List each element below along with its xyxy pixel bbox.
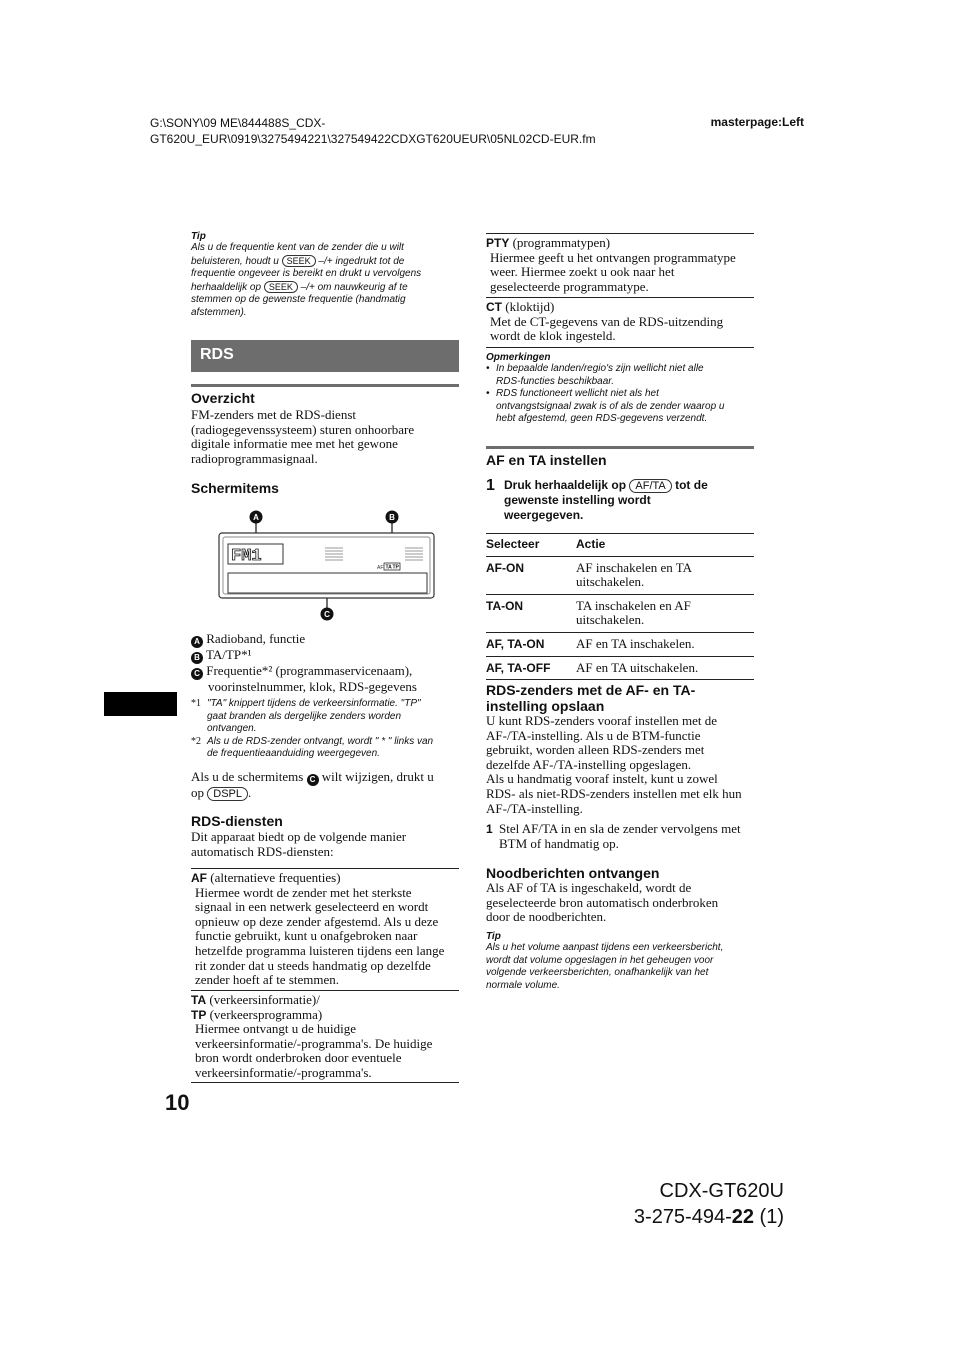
- text-line: gaat branden als dergelijke zenders worden: [207, 710, 402, 722]
- table-row: [486, 556, 754, 594]
- remark-item: [486, 363, 756, 388]
- page-number: 10: [165, 1090, 190, 1115]
- change-display-text: [191, 770, 459, 801]
- text-line: weer. Hiermee zoekt u ook naar het: [490, 264, 675, 280]
- tip-fragment: herhaaldelijk op: [191, 281, 262, 293]
- schermitems-heading: Schermitems: [191, 480, 279, 496]
- tip-fragment: beluisteren, houdt u: [191, 255, 279, 267]
- text-line: Als u handmatig vooraf instelt, kunt u zowel: [486, 771, 718, 787]
- footnote-text: [207, 736, 433, 761]
- table-cell-action: TA inschakelen en AF uitschakelen.: [576, 594, 754, 632]
- text-line: AF-/TA-instelling.: [486, 800, 583, 816]
- table-row: [486, 632, 754, 656]
- tip-text: [486, 942, 756, 992]
- model-name: CDX-GT620U: [659, 1180, 784, 1202]
- tip-line: [191, 281, 459, 295]
- legend-item-b: [191, 648, 459, 664]
- def-term: TA: [191, 993, 207, 1007]
- text-line: weergegeven.: [504, 507, 584, 522]
- text-line: RDS-functies beschikbaar.: [496, 375, 615, 387]
- text-line: [191, 770, 459, 786]
- text-line: Dit apparaat biedt op de volgende manier: [191, 829, 407, 844]
- text-line: door de noodberichten.: [486, 909, 607, 925]
- rds-diensten-text: [191, 830, 459, 859]
- bullet-icon: •: [486, 363, 490, 374]
- display-illustration: [215, 506, 440, 626]
- tip-box: [191, 231, 459, 320]
- text-fragment: op: [191, 785, 204, 800]
- text-line: geselecteerde programmatype.: [490, 278, 649, 294]
- def-term-line: [191, 993, 459, 1008]
- text-line: Hiermee ontvangt u de huidige: [195, 1021, 357, 1037]
- text-line: [504, 478, 708, 493]
- def-rule: [191, 868, 459, 869]
- table-cell-action: AF inschakelen en TA uitschakelen.: [576, 556, 754, 594]
- table-cell-action: AF en TA uitschakelen.: [576, 656, 754, 680]
- callout-b-label: B: [389, 513, 395, 522]
- part-number-revision: 22: [731, 1206, 754, 1228]
- tip-line: volgende verkeersberichten, onafhankelijk van het: [486, 967, 709, 979]
- table-header-row: [486, 533, 754, 556]
- section-title-bar: RDS: [191, 340, 459, 372]
- seek-key: SEEK: [264, 281, 298, 293]
- tip-line: normale volume.: [486, 979, 560, 991]
- def-rule: [486, 233, 754, 234]
- tip-line: wordt dat volume opgeslagen in het geheugen voor: [486, 954, 714, 966]
- rds-diensten-heading: RDS-diensten: [191, 813, 283, 829]
- callout-c-icon: C: [191, 668, 203, 680]
- text-line: functie gebruikt, kunt u onafgebroken naar: [195, 928, 418, 944]
- def-tatp: [191, 993, 459, 1081]
- step-text: [504, 478, 708, 522]
- overzicht-heading: Overzicht: [191, 390, 255, 406]
- text-line: Hiermee geeft u het ontvangen programmatype: [490, 249, 736, 265]
- tip-heading: Tip: [191, 231, 206, 242]
- def-term-line: [486, 300, 754, 315]
- rds-zenders-heading: [486, 682, 754, 714]
- def-sub: (verkeersprogramma): [209, 1006, 323, 1022]
- text-fragment: tot de: [675, 478, 708, 492]
- text-line: ontvangen.: [207, 723, 257, 735]
- def-ct: [486, 300, 754, 344]
- text-line: ontvangstsignaal zwak is of als de zender waarop u: [496, 400, 725, 412]
- footnotes: [191, 698, 461, 761]
- af-ta-step: [486, 478, 754, 522]
- text-line: gebruikt, worden alleen RDS-zenders met: [486, 742, 705, 758]
- text-line: "TA" knippert tijdens de verkeersinformatie. "TP": [207, 698, 421, 709]
- text-line: RDS-zenders met de AF- en TA-: [486, 682, 696, 698]
- legend-text: Radioband, functie: [206, 631, 306, 646]
- remark-item: [486, 388, 756, 426]
- def-rule: [191, 1082, 459, 1083]
- table-header-cell: Selecteer: [486, 533, 576, 556]
- def-pty: [486, 236, 754, 294]
- tip-fragment: –/+ ingedrukt tot de: [318, 255, 405, 267]
- section-rule: [486, 446, 754, 449]
- af-ta-key: AF/TA: [629, 479, 671, 493]
- table-cell-select: AF-ON: [486, 556, 576, 594]
- text-line: RDS- als niet-RDS-zenders instellen met elk hun: [486, 785, 742, 801]
- text-fragment: Als u de schermitems: [191, 769, 304, 784]
- footnote-mark: *2: [191, 735, 201, 747]
- overzicht-text: [191, 408, 459, 466]
- table-cell-action: AF en TA inschakelen.: [576, 632, 754, 656]
- tip-box: [486, 931, 756, 992]
- text-line: signaal in een netwerk geselecteerd en wordt: [195, 899, 429, 915]
- tip-text: [191, 242, 459, 320]
- af-indicator: AF: [377, 565, 384, 571]
- callout-a-icon: A: [191, 636, 203, 648]
- part-number-prefix: 3-275-494-: [633, 1206, 732, 1228]
- af-ta-heading: AF en TA instellen: [486, 452, 607, 468]
- remarks-box: [486, 352, 756, 426]
- def-desc: [191, 1022, 459, 1080]
- def-rule: [486, 297, 754, 298]
- text-line: hetzelfde programma luisteren tijdens een lange: [195, 942, 445, 958]
- legend-text: TA/TP*¹: [206, 647, 252, 662]
- text-fragment: Druk herhaaldelijk op: [504, 478, 627, 492]
- footnote-2: [191, 736, 461, 761]
- text-line: [486, 363, 756, 376]
- part-number-suffix: (1): [754, 1206, 784, 1228]
- def-term-line: [191, 1008, 459, 1023]
- text-line: U kunt RDS-zenders vooraf instellen met de: [486, 713, 718, 728]
- band-text: FM1: [231, 547, 262, 566]
- footnote-1: [191, 698, 461, 736]
- rds-zenders-text: [486, 714, 754, 816]
- text-line: geselecteerde bron automatisch onderbroken: [486, 894, 719, 910]
- text-line: opnieuw op deze zender afgestemd. Als u deze: [195, 913, 439, 929]
- callout-b-icon: B: [191, 652, 203, 664]
- selection-table: [486, 533, 754, 680]
- tip-line: afstemmen).: [191, 306, 247, 318]
- remarks-heading: Opmerkingen: [486, 352, 551, 363]
- def-sub: (alternatieve frequenties): [210, 870, 341, 885]
- tp-indicator: TP: [392, 564, 399, 571]
- text-line: Hiermee wordt de zender met het sterkste: [195, 884, 412, 900]
- step-number: 1: [486, 477, 495, 494]
- dspl-key: DSPL: [207, 787, 248, 801]
- text-line: Als AF of TA is ingeschakeld, wordt de: [486, 880, 692, 895]
- text-line: Met de CT-gegevens van de RDS-uitzending: [490, 313, 724, 329]
- def-term: AF: [191, 871, 207, 885]
- text-line: hebt afgestemd, geen RDS-gegevens verzendt.: [496, 413, 708, 425]
- legend-text-cont: voorinstelnummer, klok, RDS-gegevens: [208, 679, 417, 694]
- table-header-cell: Actie: [576, 533, 754, 556]
- text-line: de frequentieaanduiding weergegeven.: [207, 748, 380, 760]
- table-row: [486, 594, 754, 632]
- model-code: [560, 1178, 784, 1230]
- footnote-text: [207, 698, 421, 736]
- def-rule: [486, 347, 754, 348]
- callout-c-icon: C: [307, 774, 319, 786]
- text-line: digitale informatie mee met het gewone: [191, 436, 398, 452]
- noodberichten-heading: Noodberichten ontvangen: [486, 865, 660, 881]
- def-term: TP: [191, 1007, 207, 1022]
- table-row: [486, 656, 754, 680]
- text-fragment: In bepaalde landen/regio's zijn wellicht niet alle: [496, 363, 704, 374]
- tip-line: Als u het volume aanpast tijdens een verkeersbericht,: [486, 942, 724, 953]
- text-line: zender hoeft af te stemmen.: [195, 972, 340, 988]
- step-number: 1: [486, 822, 493, 836]
- text-line: AF-/TA-instelling. Als u de BTM-functie: [486, 727, 701, 743]
- callout-a-label: A: [253, 513, 259, 522]
- def-rule: [191, 990, 459, 991]
- def-term: PTY: [486, 236, 510, 250]
- tip-line: stemmen op de gewenste frequentie (handmatig: [191, 294, 406, 306]
- text-fragment: .: [248, 785, 252, 800]
- table-cell-select: TA-ON: [486, 594, 576, 632]
- file-path-line1: G:\SONY\09 ME\844488S_CDX-: [150, 116, 326, 130]
- def-sub: (verkeersinformatie)/: [209, 992, 320, 1007]
- text-line: (radiogegevenssysteem) sturen onhoorbare: [191, 421, 415, 437]
- def-term: CT: [486, 300, 502, 314]
- tip-line: Als u de frequentie kent van de zender die u wilt: [191, 242, 404, 253]
- text-line: radioprogrammasignaal.: [191, 450, 318, 466]
- text-line: rit zonder dat u steeds handmatig op dezelfde: [195, 957, 431, 973]
- legend-item-a: [191, 632, 459, 648]
- text-line: [191, 786, 459, 801]
- def-desc: [486, 315, 754, 344]
- def-desc: [486, 251, 754, 295]
- def-af: [191, 871, 459, 988]
- text-line: wordt de klok ingesteld.: [490, 328, 616, 344]
- text-line: gewenste instelling wordt: [504, 493, 651, 507]
- def-term-line: [191, 871, 459, 886]
- seek-key: SEEK: [282, 255, 316, 267]
- chapter-thumb-tab: [104, 692, 177, 716]
- masterpage-label: masterpage:Left: [710, 115, 804, 129]
- tip-line: [191, 255, 459, 269]
- def-desc: [191, 886, 459, 988]
- text-line: dezelfde AF-/TA-instelling opgeslagen.: [486, 756, 692, 772]
- tip-heading: Tip: [486, 931, 501, 942]
- frequency-segment-box: [228, 573, 427, 593]
- tip-line: frequentie ongeveer is bereikt en drukt u vervolgens: [191, 268, 422, 280]
- def-sub: (programmatypen): [512, 235, 611, 250]
- text-line: [486, 388, 756, 401]
- rds-zenders-step: [486, 822, 756, 851]
- text-line: verkeersinformatie/-programma's.: [195, 1064, 372, 1080]
- noodberichten-text: [486, 881, 754, 925]
- callout-c-label: C: [324, 610, 330, 619]
- footnote-mark: *1: [191, 698, 201, 709]
- ta-indicator: TA: [385, 564, 392, 571]
- bullet-icon: •: [486, 388, 490, 400]
- table-cell-select: AF, TA-OFF: [486, 656, 576, 680]
- part-number: [560, 1204, 784, 1230]
- file-path: [150, 115, 670, 147]
- text-line: verkeersinformatie/-programma's. De huidige: [195, 1035, 433, 1051]
- text-line: bron wordt onderbroken door eventuele: [195, 1050, 402, 1066]
- display-legend: [191, 632, 459, 695]
- text-line: BTM of handmatig op.: [499, 835, 619, 851]
- text-line: Stel AF/TA in en sla de zender vervolgens met: [499, 821, 741, 836]
- step-row: [486, 478, 754, 522]
- def-term-line: [486, 236, 754, 251]
- text-fragment: RDS functioneert wellicht niet als het: [496, 388, 659, 400]
- text-fragment: wilt wijzigen, drukt u: [321, 769, 434, 784]
- file-path-line2: GT620U_EUR\0919\3275494221\327549422CDXGT620UEUR\05NL02CD-EUR.fm: [150, 132, 596, 146]
- table-cell-select: AF, TA-ON: [486, 632, 576, 656]
- text-line: instelling opslaan: [486, 698, 605, 714]
- text-line: Als u de RDS-zender ontvangt, wordt " * " links van: [207, 735, 434, 747]
- text-line: automatisch RDS-diensten:: [191, 843, 334, 859]
- legend-item-c: [191, 664, 459, 680]
- legend-text: Frequentie*² (programmaservicenaam),: [206, 663, 413, 678]
- tip-fragment: –/+ om nauwkeurig af te: [300, 281, 408, 293]
- step-text: [499, 822, 741, 851]
- section-rule: [191, 384, 459, 387]
- text-line: FM-zenders met de RDS-dienst: [191, 407, 357, 422]
- def-sub: (kloktijd): [505, 299, 555, 314]
